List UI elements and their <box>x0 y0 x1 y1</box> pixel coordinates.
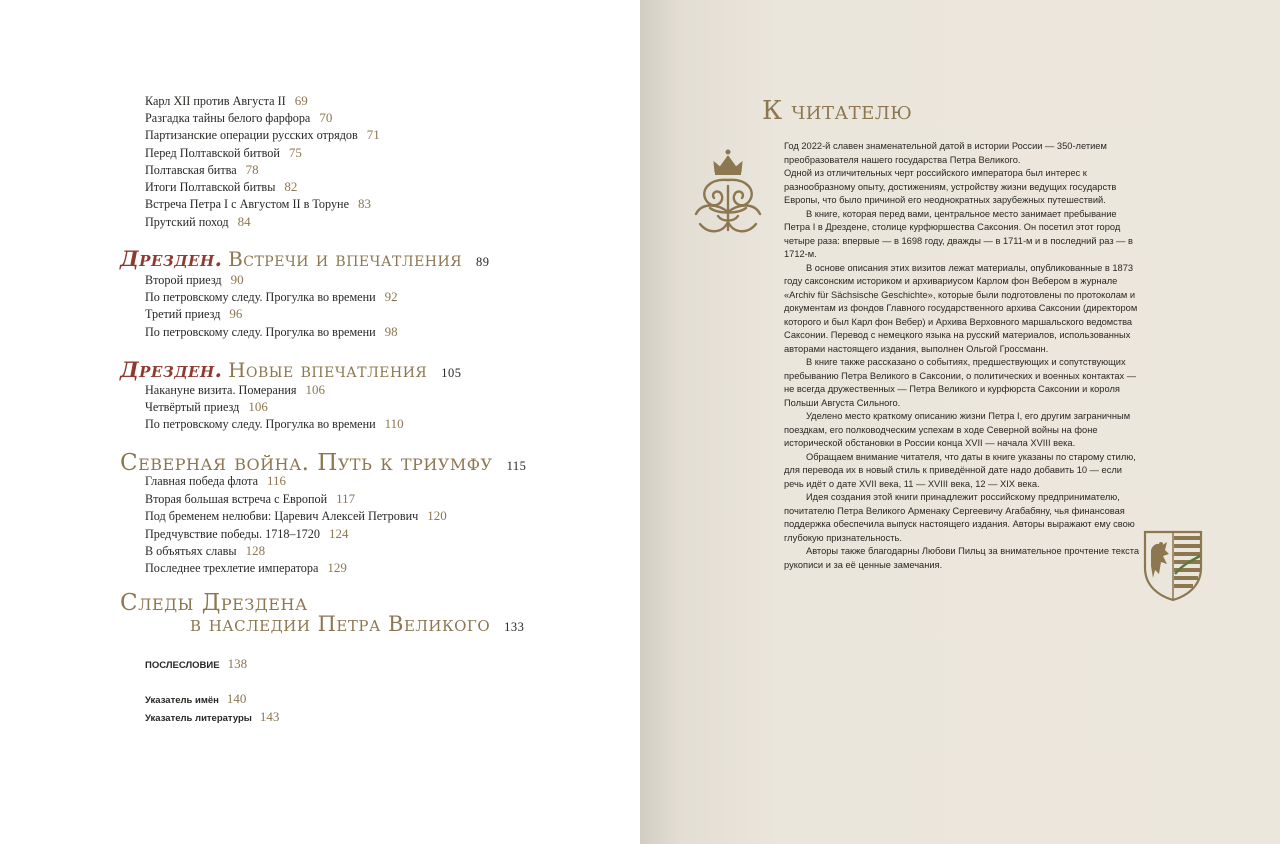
toc-item[interactable]: Партизанские операции русских отрядов 71 <box>145 127 380 142</box>
saxony-coat-of-arms-icon <box>1143 530 1203 602</box>
toc-item[interactable]: Предчувствие победы. 1718–1720 124 <box>145 526 349 541</box>
toc-item[interactable]: Четвёртый приезд 106 <box>145 399 268 414</box>
paragraph: Обращаем внимание читателя, что даты в книге указаны по старому стилю, для перевода их в новый стиль к приведённой дате надо добавить 10 — если речь идёт о дате XVII века, 11 — XVIII века, 12 — XIX века. <box>784 451 1136 489</box>
paragraph: Авторы также благодарны Любови Пильц за внимательное прочтение текста рукописи и за её ценные замечания. <box>784 546 1140 570</box>
toc-index-literature[interactable]: Указатель литературы 143 <box>145 709 280 724</box>
paragraph: Одной из отличительных черт российского императора был интерес к разнообразному опыту, достижениям, устройству жизни ведущих государств Европы, что было причиной его неоднократных зарубежных путешествий. <box>784 168 1117 205</box>
toc-item[interactable]: Третий приезд 96 <box>145 306 243 321</box>
toc-chapter-heading[interactable]: Северная война. Путь к триумфу 115 <box>120 450 527 476</box>
toc-afterword[interactable]: ПОСЛЕСЛОВИЕ 138 <box>145 656 248 671</box>
toc-chapter-heading[interactable]: Дрезден. Новые впечатления 105 <box>120 357 462 382</box>
toc-item[interactable]: Вторая большая встреча с Европой 117 <box>145 491 356 506</box>
paragraph: Уделено место краткому описанию жизни Петра I, его другим заграничным поездкам, его полководческим успехам в ходе Северной войны на фоне исторической обстановки в России конца XVII — начала XVIII века. <box>784 411 1131 448</box>
paragraph: Год 2022-й славен знаменательной датой в истории России — 350-летием преобразователя нашего государства Петра Великого. <box>784 141 1107 165</box>
paragraph: В основе описания этих визитов лежат материалы, опубликованные в 1873 году саксонским историком и архивариусом Карлом фон Вебером в журнале «Archiv für Sächsische Geschichte», которые были подготовлены по протоколам и документам из фондов Главного государственного архива Саксонии (директором которого и был Карл фон Вебер) и Архива Верховного маршальского ведомства Саксонии. Перевод с немецкого языка на русский материалов, использованных авторами настоящего издания, выполнен Ольгой Гроссманн. <box>784 262 1138 354</box>
reader-body <box>784 140 1140 572</box>
toc-item[interactable]: В объятьях славы 128 <box>145 543 266 558</box>
toc-chapter-heading[interactable]: Следы Дрездена <box>120 590 308 616</box>
toc-item[interactable]: Карл XII против Августа II 69 <box>145 93 308 108</box>
toc-chapter-heading[interactable]: Дрезден. Встречи и впечатления 89 <box>120 246 490 271</box>
toc-item[interactable]: Встреча Петра I с Августом II в Торуне 83 <box>145 196 371 211</box>
paragraph: В книге, которая перед вами, центральное место занимает пребывание Петра I в Дрездене, столице курфюршества Саксония. Он посетил этот город четыре раза: впервые — в 1698 году, дважды — в 1711-м и в последний раз — в 1712-м. <box>784 208 1133 259</box>
toc-item[interactable]: Итоги Полтавской битвы 82 <box>145 179 298 194</box>
toc-item[interactable]: По петровскому следу. Прогулка во времени 92 <box>145 289 398 304</box>
toc-item[interactable]: Прутский поход 84 <box>145 214 251 229</box>
toc-item[interactable]: Перед Полтавской битвой 75 <box>145 145 302 160</box>
paragraph: Идея создания этой книги принадлежит российскому предпринимателю, почитателю Петра Великого Арменаку Сергеевичу Агабабяну, чья финансовая поддержка обеспечила выпуск настоящего издания. Авторы выражают ему свою глубокую признательность. <box>784 492 1135 543</box>
toc-chapter-heading-line2[interactable]: в наследии Петра Великого 133 <box>190 612 525 636</box>
toc-item[interactable]: Разгадка тайны белого фарфора 70 <box>145 110 333 125</box>
toc-item[interactable]: Под бременем нелюбви: Царевич Алексей Петрович 120 <box>145 508 447 523</box>
toc-item[interactable]: Полтавская битва 78 <box>145 162 259 177</box>
paragraph: В книге также рассказано о событиях, предшествующих и сопутствующих пребыванию Петра Великого в Саксонии, о политических и военных контактах — не всегда дружественных — Петра Великого и курфюрста Саксонии и короля Польши Августа Сильного. <box>784 357 1137 408</box>
toc-item[interactable]: По петровскому следу. Прогулка во времени 98 <box>145 324 398 339</box>
toc-index-names[interactable]: Указатель имён 140 <box>145 691 247 706</box>
crowned-monogram-icon <box>688 142 768 238</box>
toc-item[interactable]: Главная победа флота 116 <box>145 473 287 488</box>
toc-item[interactable]: Второй приезд 90 <box>145 272 244 287</box>
toc-item[interactable]: Последнее трехлетие императора 129 <box>145 560 347 575</box>
toc-item[interactable]: По петровскому следу. Прогулка во времени 110 <box>145 416 404 431</box>
page-title: К читателю <box>762 96 913 126</box>
toc-item[interactable]: Накануне визита. Померания 106 <box>145 382 325 397</box>
